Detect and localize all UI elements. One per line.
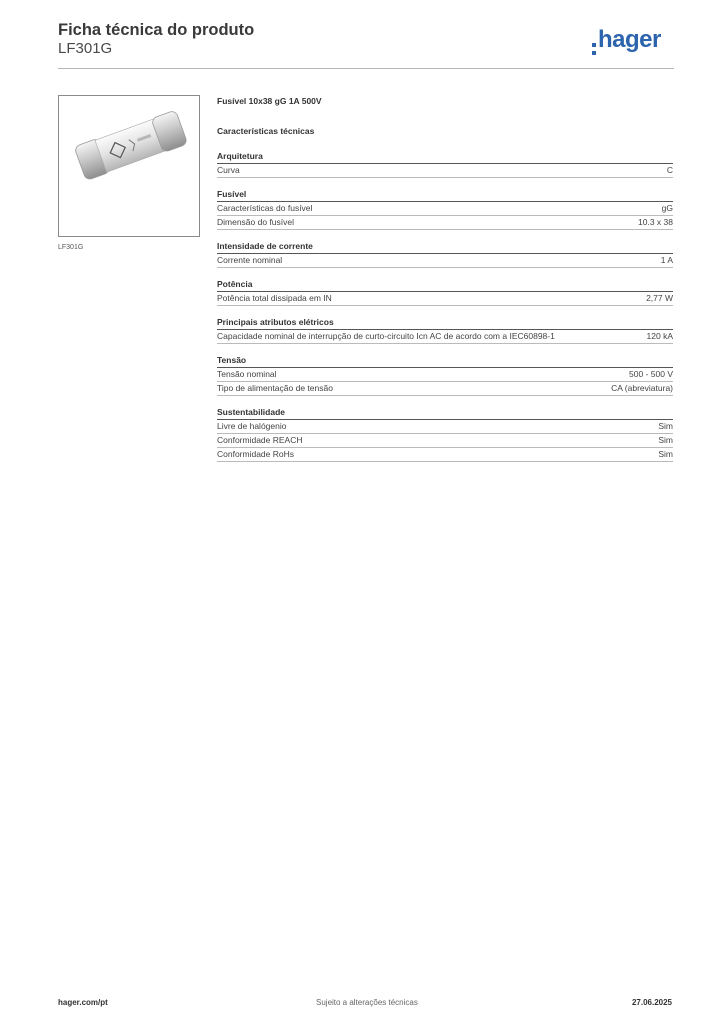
spec-label: Conformidade REACH [217, 435, 303, 445]
spec-value: CA (abreviatura) [611, 383, 673, 393]
spec-row [217, 420, 673, 434]
header-divider [58, 68, 674, 69]
section-heading: Principais atributos elétricos [217, 317, 673, 330]
spec-row [217, 330, 673, 344]
spec-value: Sim [658, 421, 673, 431]
spec-label: Conformidade RoHs [217, 449, 295, 459]
spec-content [217, 96, 673, 473]
spec-row [217, 434, 673, 448]
spec-value: gG [661, 203, 673, 213]
spec-row [217, 368, 673, 382]
product-description: Fusível 10x38 gG 1A 500V [217, 96, 322, 106]
section-heading: Potência [217, 279, 673, 292]
spec-value: 500 - 500 V [629, 369, 673, 379]
spec-section [217, 355, 673, 396]
product-image [58, 95, 200, 237]
spec-label: Curva [217, 165, 240, 175]
section-heading: Arquitetura [217, 151, 673, 164]
spec-value: Sim [658, 449, 673, 459]
spec-row [217, 448, 673, 462]
spec-label: Tipo de alimentação de tensão [217, 383, 333, 393]
spec-section [217, 317, 673, 344]
product-code: LF301G [58, 40, 113, 57]
section-heading: Intensidade de corrente [217, 241, 673, 254]
spec-value: 120 kA [646, 331, 673, 341]
spec-value: 1 A [660, 255, 673, 265]
spec-label: Capacidade nominal de interrupção de curto-circuito Icn AC de acordo com a IEC60898-1 [217, 331, 555, 341]
spec-label: Dimensão do fusível [217, 217, 295, 227]
page-title: Ficha técnica do produto [58, 21, 255, 39]
spec-row [217, 202, 673, 216]
hager-logo[interactable] [592, 28, 661, 56]
footer-disclaimer: Sujeito a alterações técnicas [316, 998, 418, 1007]
spec-label: Livre de halógenio [217, 421, 287, 431]
spec-row [217, 216, 673, 230]
spec-sections [217, 151, 673, 462]
logo-dots-icon [592, 38, 596, 60]
spec-value: 2,77 W [646, 293, 673, 303]
spec-row [217, 254, 673, 268]
section-heading: Fusível [217, 189, 673, 202]
spec-section [217, 241, 673, 268]
spec-section [217, 279, 673, 306]
image-caption: LF301G [58, 244, 84, 251]
spec-label: Características do fusível [217, 203, 313, 213]
spec-row [217, 292, 673, 306]
section-heading: Sustentabilidade [217, 407, 673, 420]
spec-label: Corrente nominal [217, 255, 283, 265]
section-heading: Tensão [217, 355, 673, 368]
spec-row [217, 164, 673, 178]
spec-value: C [666, 165, 673, 175]
spec-section [217, 189, 673, 230]
footer-date: 27.06.2025 [631, 998, 672, 1007]
spec-section [217, 407, 673, 462]
logo-text: hager [598, 26, 661, 53]
fuse-icon [59, 96, 199, 236]
spec-value: Sim [658, 435, 673, 445]
footer-website[interactable]: hager.com/pt [58, 998, 108, 1007]
spec-label: Potência total dissipada em IN [217, 293, 332, 303]
spec-label: Tensão nominal [217, 369, 277, 379]
spec-row [217, 382, 673, 396]
spec-section [217, 151, 673, 178]
specs-title: Características técnicas [217, 126, 315, 136]
spec-value: 10.3 x 38 [638, 217, 673, 227]
